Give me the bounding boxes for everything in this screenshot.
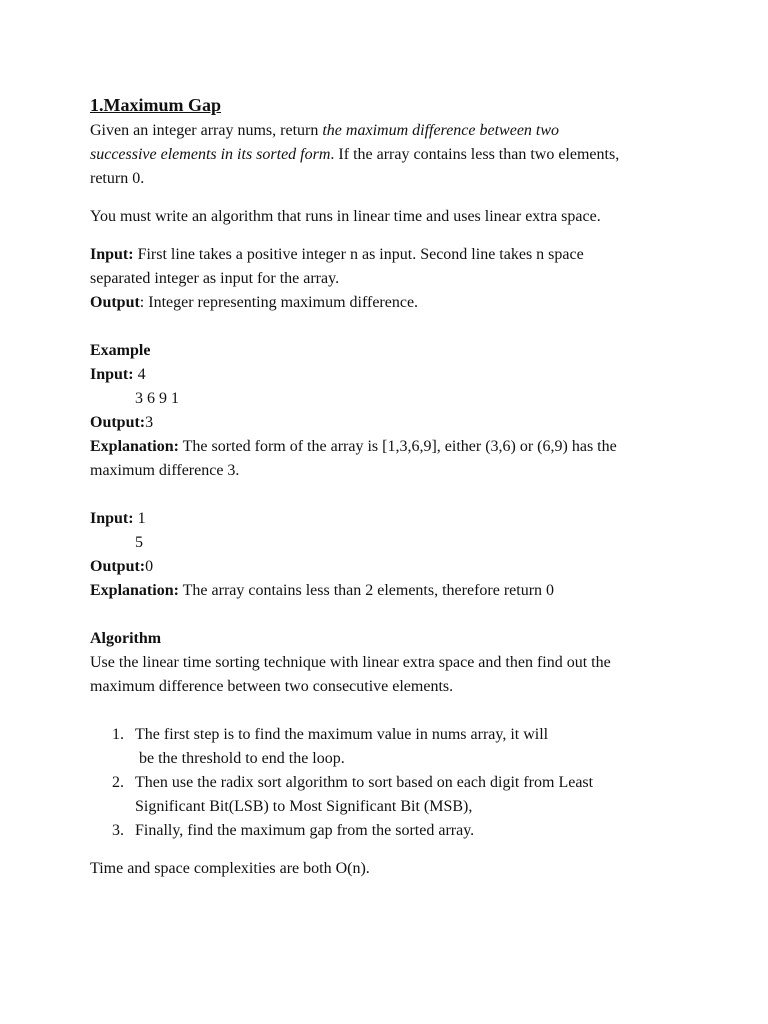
- intro-text-cont: . If the array contains less than two elements,: [330, 146, 620, 163]
- constraint-text: You must write an algorithm that runs in linear time and uses linear extra space.: [90, 208, 601, 225]
- intro-text-end: return 0.: [90, 170, 145, 187]
- example-1-output: 3: [145, 414, 154, 431]
- step-text: The first step is to find the maximum value in nums array, it will: [135, 726, 549, 743]
- example-1-input-label: Input:: [90, 366, 134, 383]
- example-1-n: 4: [133, 366, 146, 383]
- example-2-output-label: Output:: [90, 558, 146, 575]
- example-1-explanation-label: Explanation:: [90, 438, 179, 455]
- intro-emphasis-cont: successive elements in its sorted form: [90, 146, 331, 163]
- input-spec-text: First line takes a positive integer n as input. Second line takes n space: [133, 246, 584, 263]
- example-2-output: 0: [145, 558, 154, 575]
- output-spec-text: : Integer representing maximum difference.: [139, 294, 419, 311]
- step-number: 1.: [112, 726, 124, 743]
- example-2: [90, 507, 690, 603]
- example-2-array: 5: [135, 534, 143, 551]
- output-label: Output: [90, 294, 140, 311]
- step-number: 2.: [112, 774, 124, 791]
- io-specification: [90, 243, 690, 315]
- step-item: [90, 819, 690, 843]
- problem-title: 1.Maximum Gap: [90, 95, 222, 115]
- example-heading: Example: [90, 342, 151, 359]
- step-text-cont: Significant Bit(LSB) to Most Significant Bit (MSB),: [135, 798, 473, 815]
- complexity-text: Time and space complexities are both O(n).: [90, 860, 370, 877]
- intro-emphasis: the maximum difference between two: [322, 122, 560, 139]
- step-item: [90, 771, 690, 819]
- step-item: [90, 723, 690, 771]
- algorithm-steps: [90, 723, 690, 843]
- input-label: Input:: [90, 246, 134, 263]
- algorithm-intro: [90, 651, 690, 699]
- example-2-explanation-label: Explanation:: [90, 582, 179, 599]
- algorithm-intro-line-1: Use the linear time sorting technique with linear extra space and then find out the: [90, 654, 611, 671]
- example-1: [90, 363, 690, 483]
- step-number: 3.: [112, 822, 124, 839]
- algorithm-heading: Algorithm: [90, 630, 162, 647]
- input-spec-text-cont: separated integer as input for the array.: [90, 270, 340, 287]
- example-1-array: 3 6 9 1: [135, 390, 179, 407]
- document-page: [90, 95, 690, 881]
- intro-text: Given an integer array nums, return: [90, 122, 323, 139]
- example-1-explanation: The sorted form of the array is [1,3,6,9], either (3,6) or (6,9) has the: [178, 438, 617, 455]
- example-1-output-label: Output:: [90, 414, 146, 431]
- step-text-cont: be the threshold to end the loop.: [139, 750, 345, 767]
- algorithm-intro-line-2: maximum difference between two consecutive elements.: [90, 678, 454, 695]
- example-2-input-label: Input:: [90, 510, 134, 527]
- example-2-explanation: The array contains less than 2 elements, therefore return 0: [178, 582, 555, 599]
- step-text: Finally, find the maximum gap from the sorted array.: [135, 822, 475, 839]
- problem-description: [90, 119, 690, 191]
- example-2-n: 1: [133, 510, 146, 527]
- example-1-explanation-cont: maximum difference 3.: [90, 462, 240, 479]
- step-text: Then use the radix sort algorithm to sort based on each digit from Least: [135, 774, 594, 791]
